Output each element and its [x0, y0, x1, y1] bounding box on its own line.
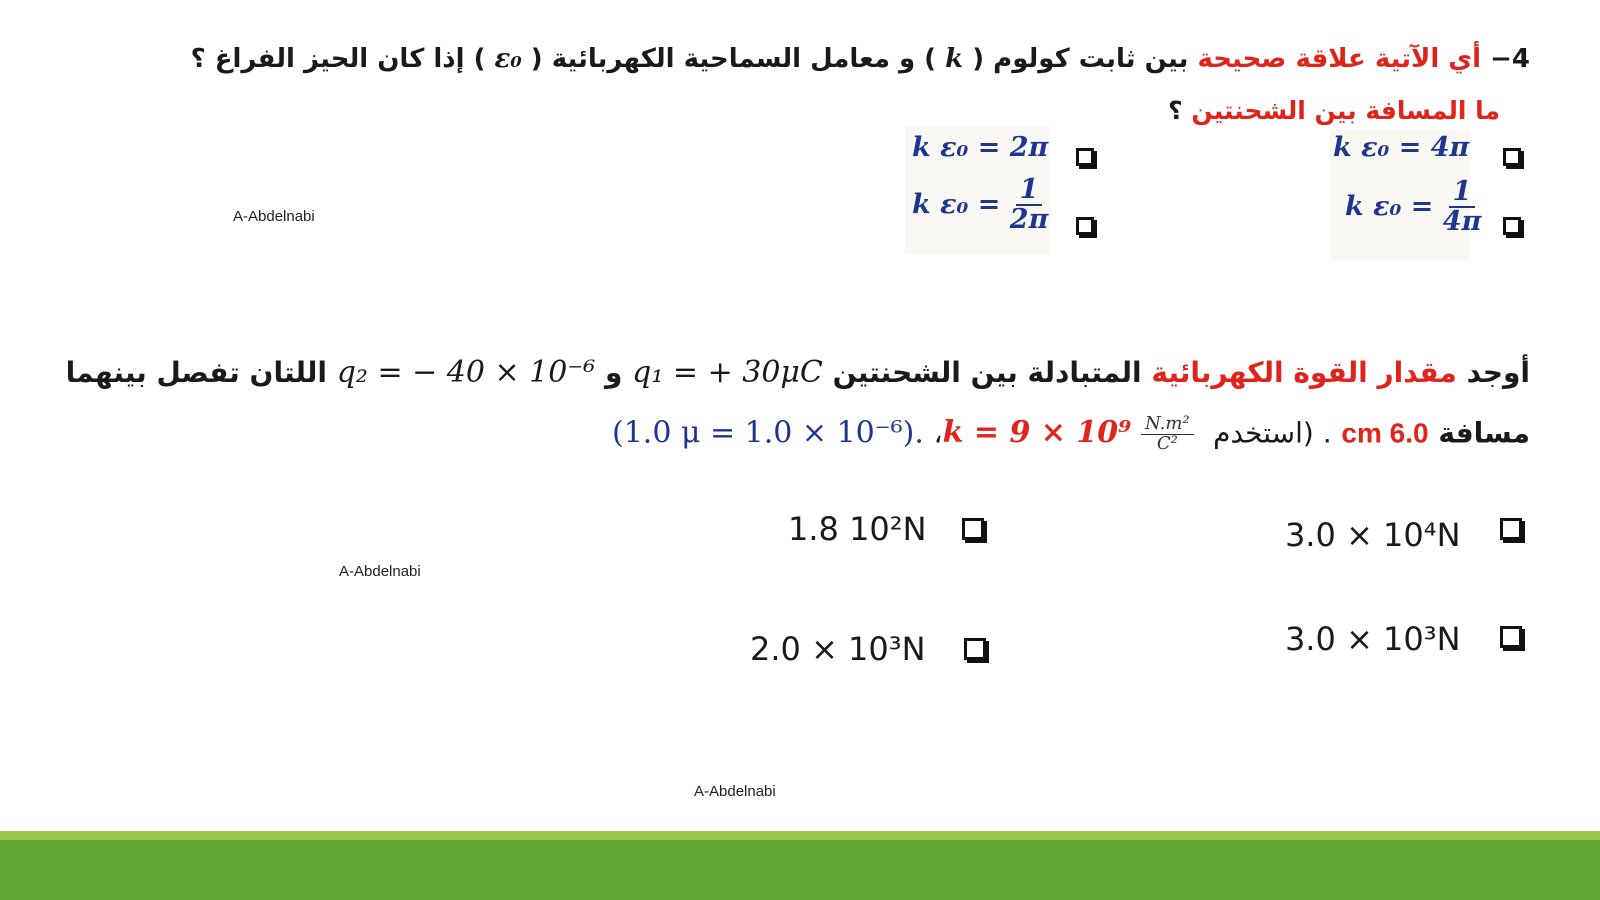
q5-answer-c: 3.0 × 10³N — [1285, 620, 1461, 658]
q4-option-c-checkbox[interactable] — [1503, 217, 1521, 235]
q4-question-text-3: ) إذا كان الحيز الفراغ ؟ — [190, 44, 486, 74]
q5-line2-start: مسافة — [1438, 416, 1530, 450]
q5-line-1 — [66, 355, 1530, 390]
q4-subquestion — [1168, 96, 1500, 125]
q5-k-expression: k = 9 × 10⁹ — [942, 415, 1132, 451]
q5-k-unit-fraction — [1141, 415, 1194, 454]
q5-q2-expression: q₂ = − 40 × 10⁻⁶ — [336, 355, 596, 390]
q5-line1-end: اللتان تفصل بينهما — [65, 356, 327, 389]
q4-option-a-checkbox[interactable] — [1503, 148, 1521, 166]
q4-option-d — [912, 176, 1048, 235]
q5-k-unit-numerator: N.m² — [1141, 415, 1194, 435]
footer-band — [0, 840, 1600, 900]
q4-option-c-denominator: 4π — [1442, 206, 1482, 238]
q4-option-d-checkbox[interactable] — [1076, 217, 1094, 235]
q5-answer-b: 1.8 10²N — [788, 510, 927, 548]
q5-and: و — [604, 356, 623, 389]
q5-answer-a: 3.0 × 10⁴N — [1285, 516, 1461, 554]
q4-epsilon-symbol: ε₀ — [494, 44, 522, 74]
q5-k-constant — [942, 413, 1204, 454]
q5-comma: ، — [933, 416, 943, 450]
q5-distance: 6.0 cm — [1341, 417, 1429, 449]
watermark-2: A-Abdelnabi — [339, 563, 421, 580]
q5-answer-d: 2.0 × 10³N — [750, 630, 926, 668]
q5-line2-use: . (استخدم — [1213, 416, 1332, 450]
q5-line1-mid: المتبادلة بين الشحنتين — [832, 356, 1142, 389]
q4-option-b: k ε₀ = 2π — [912, 132, 1049, 163]
q4-option-c-fraction — [1443, 178, 1482, 237]
q4-question-highlight: أي الآتية علاقة صحيحة — [1197, 44, 1482, 74]
q5-line1-highlight: مقدار القوة الكهربائية — [1151, 356, 1457, 389]
q4-question-text-1: بين ثابت كولوم ( — [972, 44, 1189, 74]
q5-k-unit-denominator: C² — [1156, 432, 1178, 454]
q4-option-d-lhs: k ε₀ = — [912, 188, 1001, 220]
q4-question — [191, 44, 1530, 74]
watermark-3: A-Abdelnabi — [694, 783, 776, 800]
q4-option-b-checkbox[interactable] — [1076, 148, 1094, 166]
q4-subquestion-tail: ؟ — [1168, 96, 1183, 125]
q4-k-symbol: k — [945, 44, 964, 74]
q5-q1-expression: q₁ = + 30μC — [632, 355, 823, 390]
q4-question-text-2: ) و معامل السماحية الكهربائية ( — [530, 44, 937, 74]
q4-option-d-numerator: 1 — [1016, 176, 1043, 206]
q5-answer-d-checkbox[interactable] — [964, 638, 986, 660]
q4-option-c-lhs: k ε₀ = — [1345, 190, 1434, 222]
q5-line1-start: أوجد — [1466, 356, 1530, 389]
q4-subquestion-highlight: ما المسافة بين الشحنتين — [1191, 96, 1500, 125]
footer-accent-stripe — [0, 831, 1600, 840]
watermark-1: A-Abdelnabi — [233, 208, 315, 225]
q4-option-d-denominator: 2π — [1009, 204, 1049, 236]
q5-answer-c-checkbox[interactable] — [1500, 626, 1522, 648]
q4-option-d-fraction — [1010, 176, 1049, 235]
q5-answer-a-checkbox[interactable] — [1500, 518, 1522, 540]
q5-answer-b-checkbox[interactable] — [962, 518, 984, 540]
q4-option-c-numerator: 1 — [1449, 178, 1476, 208]
q5-mu-expression: (1.0 μ = 1.0 × 10⁻⁶). — [612, 415, 924, 451]
q4-number: 4− — [1490, 44, 1530, 74]
q4-option-a: k ε₀ = 4π — [1333, 132, 1470, 163]
q4-option-c — [1345, 178, 1481, 237]
q5-line-2 — [612, 415, 1530, 454]
